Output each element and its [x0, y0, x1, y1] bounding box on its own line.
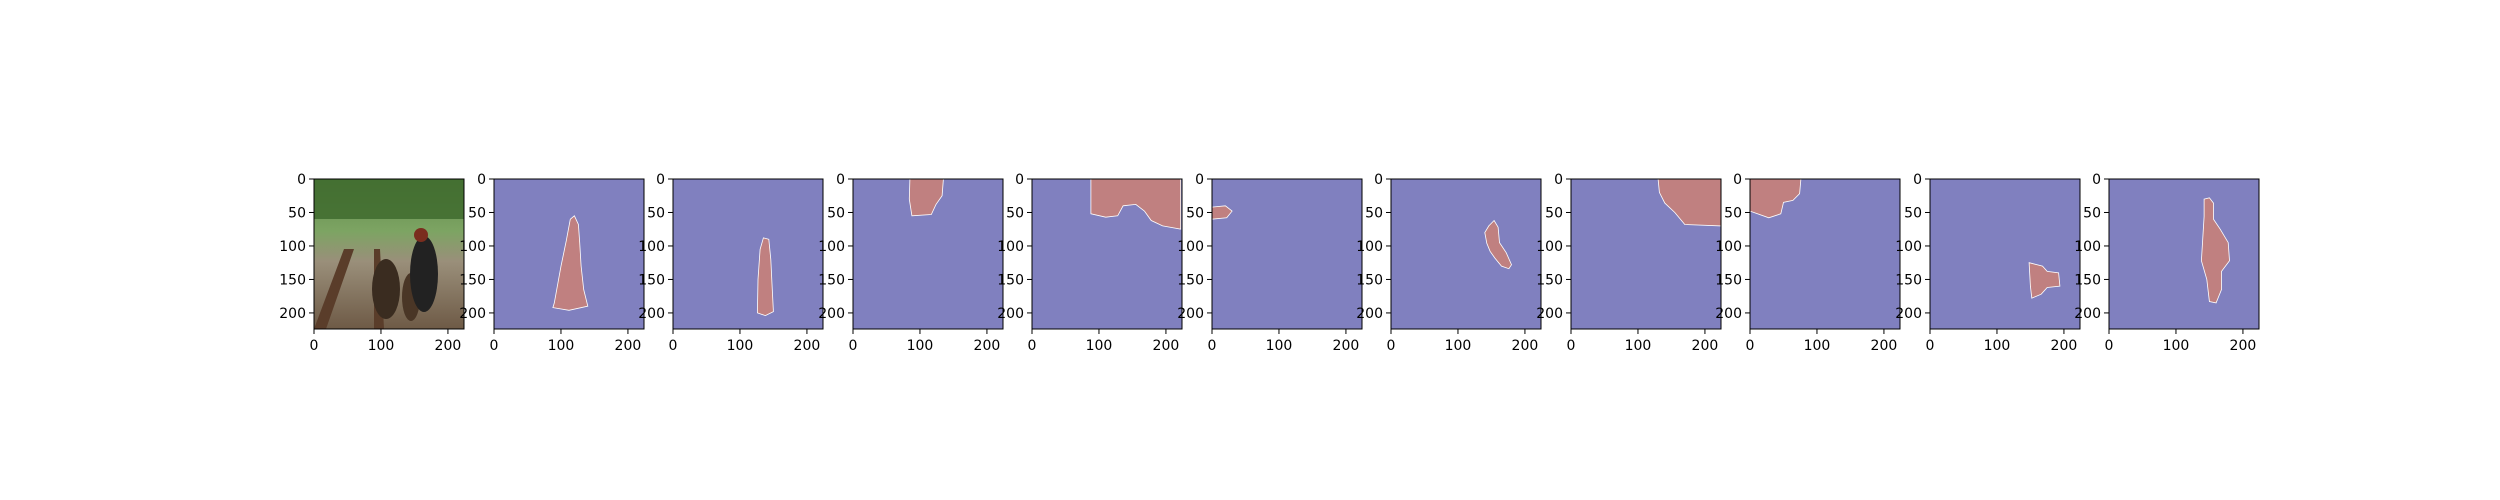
y-tick-label: 100	[818, 238, 845, 255]
y-tick-label: 150	[638, 272, 665, 289]
x-tick-label: 100	[367, 338, 395, 354]
mask-background	[1930, 179, 2080, 329]
x-tick-label: 0	[489, 338, 499, 354]
y-tick-label: 50	[647, 205, 665, 222]
x-tick-label: 200	[1152, 338, 1180, 354]
y-tick-label: 50	[1545, 205, 1563, 222]
y-tick-label: 50	[2083, 205, 2101, 222]
x-tick-label: 100	[1265, 338, 1293, 354]
y-tick-label: 200	[818, 305, 845, 322]
x-tick-label: 100	[1983, 338, 2011, 354]
x-tick-label: 0	[309, 338, 319, 354]
y-tick-label: 0	[1374, 172, 1383, 188]
x-tick-label: 0	[1386, 338, 1396, 354]
y-tick-label: 150	[1715, 272, 1742, 289]
y-tick-label: 150	[1536, 272, 1563, 289]
x-tick-label: 200	[973, 338, 1001, 354]
x-tick-label: 100	[1085, 338, 1113, 354]
y-tick-label: 200	[1356, 305, 1383, 322]
y-tick-label: 100	[1895, 238, 1922, 255]
panel-mask-4	[997, 172, 1182, 354]
x-tick-label: 200	[2229, 338, 2257, 354]
panel-mask-5	[1177, 172, 1362, 354]
y-tick-label: 200	[1895, 305, 1922, 322]
x-tick-label: 100	[726, 338, 754, 354]
y-tick-label: 0	[1015, 172, 1024, 188]
y-tick-label: 200	[279, 305, 306, 322]
y-tick-label: 200	[459, 305, 486, 322]
x-tick-label: 0	[2104, 338, 2114, 354]
y-tick-label: 0	[297, 172, 306, 188]
y-tick-label: 50	[288, 205, 306, 222]
y-tick-label: 0	[1913, 172, 1922, 188]
x-tick-label: 0	[1745, 338, 1755, 354]
y-tick-label: 100	[1715, 238, 1742, 255]
photo-person	[410, 236, 438, 312]
y-tick-label: 0	[2092, 172, 2101, 188]
y-tick-label: 150	[1356, 272, 1383, 289]
y-tick-label: 150	[818, 272, 845, 289]
photo-trees	[314, 179, 464, 219]
x-tick-label: 200	[614, 338, 642, 354]
y-tick-label: 100	[2074, 238, 2101, 255]
y-tick-label: 100	[1536, 238, 1563, 255]
y-tick-label: 50	[1724, 205, 1742, 222]
input-photo	[314, 179, 464, 329]
mask-background	[1212, 179, 1362, 329]
photo-dog-1	[372, 259, 400, 319]
x-tick-label: 200	[434, 338, 462, 354]
panel-mask-7	[1536, 172, 1721, 354]
y-tick-label: 0	[1733, 172, 1742, 188]
y-tick-label: 0	[836, 172, 845, 188]
y-tick-label: 150	[1895, 272, 1922, 289]
y-tick-label: 0	[1195, 172, 1204, 188]
mask-background	[1391, 179, 1541, 329]
x-tick-label: 0	[1566, 338, 1576, 354]
x-tick-label: 100	[1803, 338, 1831, 354]
y-tick-label: 100	[459, 238, 486, 255]
y-tick-label: 150	[997, 272, 1024, 289]
panel-mask-10	[2074, 172, 2259, 354]
y-tick-label: 200	[2074, 305, 2101, 322]
y-tick-label: 0	[477, 172, 486, 188]
mask-background	[2109, 179, 2259, 329]
x-tick-label: 200	[1511, 338, 1539, 354]
y-tick-label: 50	[1904, 205, 1922, 222]
x-tick-label: 200	[1870, 338, 1898, 354]
y-tick-label: 50	[1186, 205, 1204, 222]
y-tick-label: 100	[1356, 238, 1383, 255]
y-tick-label: 100	[997, 238, 1024, 255]
y-tick-label: 200	[638, 305, 665, 322]
x-tick-label: 0	[1207, 338, 1217, 354]
y-tick-label: 200	[1177, 305, 1204, 322]
y-tick-label: 100	[638, 238, 665, 255]
x-tick-label: 100	[1444, 338, 1472, 354]
x-tick-label: 200	[2050, 338, 2078, 354]
mask-background	[673, 179, 823, 329]
y-tick-label: 50	[827, 205, 845, 222]
y-tick-label: 150	[459, 272, 486, 289]
panel-mask-1	[459, 172, 644, 354]
photo-person-head	[414, 228, 428, 242]
y-tick-label: 50	[468, 205, 486, 222]
y-tick-label: 50	[1006, 205, 1024, 222]
x-tick-label: 0	[668, 338, 678, 354]
panel-mask-9	[1895, 172, 2080, 354]
y-tick-label: 150	[279, 272, 306, 289]
y-tick-label: 50	[1365, 205, 1383, 222]
x-tick-label: 100	[906, 338, 934, 354]
x-tick-label: 100	[2162, 338, 2190, 354]
y-tick-label: 0	[1554, 172, 1563, 188]
x-tick-label: 0	[848, 338, 858, 354]
y-tick-label: 200	[1536, 305, 1563, 322]
y-tick-label: 100	[1177, 238, 1204, 255]
panel-input-photo	[279, 172, 464, 354]
x-tick-label: 200	[1332, 338, 1360, 354]
y-tick-label: 200	[997, 305, 1024, 322]
panel-mask-3	[818, 172, 1003, 354]
x-tick-label: 0	[1027, 338, 1037, 354]
x-tick-label: 200	[793, 338, 821, 354]
panel-mask-8	[1715, 172, 1900, 354]
panel-mask-6	[1356, 172, 1541, 354]
y-tick-label: 150	[1177, 272, 1204, 289]
y-tick-label: 200	[1715, 305, 1742, 322]
x-tick-label: 100	[1624, 338, 1652, 354]
x-tick-label: 200	[1691, 338, 1719, 354]
y-tick-label: 150	[2074, 272, 2101, 289]
x-tick-label: 100	[547, 338, 575, 354]
x-tick-label: 0	[1925, 338, 1935, 354]
panel-mask-2	[638, 172, 823, 354]
y-tick-label: 0	[656, 172, 665, 188]
y-tick-label: 100	[279, 238, 306, 255]
